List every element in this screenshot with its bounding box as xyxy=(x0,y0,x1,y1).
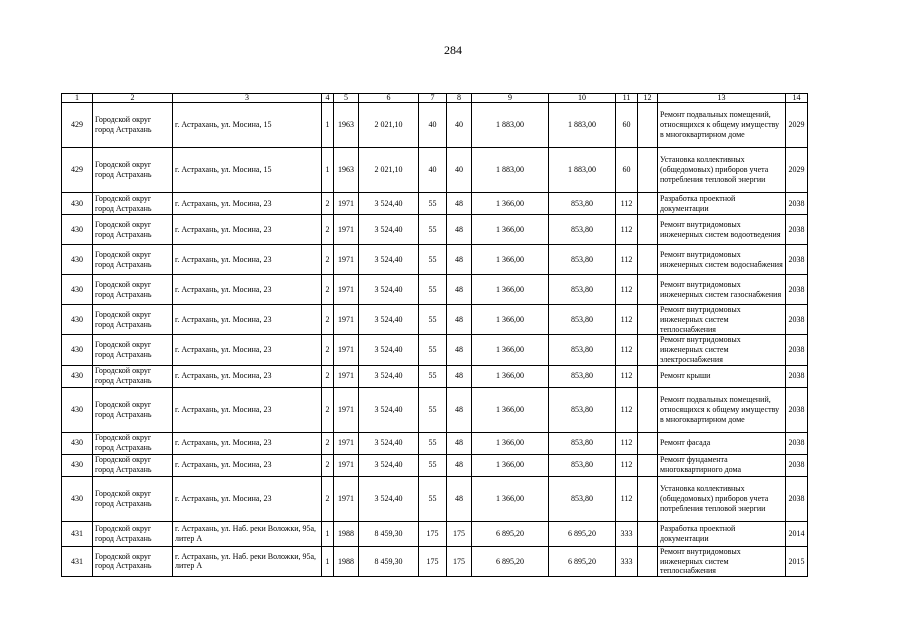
cell-year: 1971 xyxy=(334,454,359,476)
cell-col11: 112 xyxy=(616,432,638,454)
cell-year-planned: 2038 xyxy=(786,387,808,432)
cell-category: 2 xyxy=(322,432,334,454)
cell-work-type: Ремонт подвальных помещений, относящихся к общему имуществу в многоквартирном доме xyxy=(658,387,786,432)
cell-address: г. Астрахань, ул. Мосина, 23 xyxy=(173,432,322,454)
cell-col8: 48 xyxy=(447,476,472,521)
cell-col9: 1 883,00 xyxy=(472,148,549,193)
cell-total-area: 3 524,40 xyxy=(359,215,419,245)
cell-col8: 48 xyxy=(447,387,472,432)
cell-col12 xyxy=(638,335,658,365)
cell-total-area: 3 524,40 xyxy=(359,193,419,215)
header-cell: 4 xyxy=(322,94,334,103)
table-row xyxy=(62,103,808,148)
cell-col9: 1 883,00 xyxy=(472,103,549,148)
cell-year: 1971 xyxy=(334,305,359,335)
cell-col9: 1 366,00 xyxy=(472,275,549,305)
cell-col11: 60 xyxy=(616,103,638,148)
cell-category: 2 xyxy=(322,454,334,476)
cell-col7: 55 xyxy=(419,305,447,335)
cell-col11: 112 xyxy=(616,275,638,305)
cell-number: 429 xyxy=(62,148,93,193)
cell-municipality: Городской округ город Астрахань xyxy=(93,245,173,275)
cell-col9: 1 366,00 xyxy=(472,454,549,476)
cell-work-type: Разработка проектной документации xyxy=(658,193,786,215)
cell-col7: 55 xyxy=(419,476,447,521)
header-cell: 11 xyxy=(616,94,638,103)
cell-year-planned: 2038 xyxy=(786,476,808,521)
cell-year: 1971 xyxy=(334,193,359,215)
cell-col12 xyxy=(638,546,658,576)
cell-category: 2 xyxy=(322,275,334,305)
cell-year-planned: 2038 xyxy=(786,275,808,305)
cell-col7: 55 xyxy=(419,215,447,245)
cell-address: г. Астрахань, ул. Наб. реки Воложки, 95а, литер А xyxy=(173,521,322,546)
cell-col9: 1 366,00 xyxy=(472,215,549,245)
cell-municipality: Городской округ город Астрахань xyxy=(93,148,173,193)
cell-municipality: Городской округ город Астрахань xyxy=(93,521,173,546)
cell-col7: 55 xyxy=(419,432,447,454)
cell-total-area: 8 459,30 xyxy=(359,521,419,546)
cell-year-planned: 2014 xyxy=(786,521,808,546)
cell-address: г. Астрахань, ул. Мосина, 23 xyxy=(173,275,322,305)
cell-number: 431 xyxy=(62,546,93,576)
cell-col11: 112 xyxy=(616,335,638,365)
cell-year-planned: 2038 xyxy=(786,335,808,365)
table-row xyxy=(62,275,808,305)
cell-col11: 112 xyxy=(616,215,638,245)
cell-number: 430 xyxy=(62,215,93,245)
cell-col10: 853,80 xyxy=(549,215,616,245)
header-cell: 10 xyxy=(549,94,616,103)
cell-year: 1971 xyxy=(334,215,359,245)
cell-col7: 55 xyxy=(419,387,447,432)
cell-col12 xyxy=(638,275,658,305)
cell-col9: 1 366,00 xyxy=(472,387,549,432)
cell-col9: 6 895,20 xyxy=(472,546,549,576)
cell-col10: 6 895,20 xyxy=(549,521,616,546)
cell-col12 xyxy=(638,365,658,387)
page-number: 284 xyxy=(444,43,462,57)
cell-col7: 175 xyxy=(419,521,447,546)
cell-work-type: Разработка проектной документации xyxy=(658,521,786,546)
cell-number: 431 xyxy=(62,521,93,546)
cell-work-type: Ремонт внутридомовых инженерных систем водоотведения xyxy=(658,215,786,245)
cell-col7: 55 xyxy=(419,275,447,305)
table-row xyxy=(62,245,808,275)
cell-address: г. Астрахань, ул. Мосина, 23 xyxy=(173,245,322,275)
cell-col9: 1 366,00 xyxy=(472,476,549,521)
cell-year-planned: 2038 xyxy=(786,245,808,275)
cell-col10: 1 883,00 xyxy=(549,103,616,148)
cell-address: г. Астрахань, ул. Мосина, 23 xyxy=(173,476,322,521)
cell-col11: 112 xyxy=(616,245,638,275)
cell-municipality: Городской округ город Астрахань xyxy=(93,103,173,148)
cell-year-planned: 2029 xyxy=(786,103,808,148)
cell-col7: 55 xyxy=(419,245,447,275)
table-row xyxy=(62,305,808,335)
cell-year: 1963 xyxy=(334,103,359,148)
header-row xyxy=(62,94,808,103)
cell-total-area: 3 524,40 xyxy=(359,476,419,521)
cell-work-type: Установка коллективных (общедомовых) приборов учета потребления тепловой энергии xyxy=(658,476,786,521)
cell-col8: 48 xyxy=(447,454,472,476)
cell-address: г. Астрахань, ул. Мосина, 23 xyxy=(173,305,322,335)
cell-col8: 40 xyxy=(447,148,472,193)
cell-col8: 48 xyxy=(447,305,472,335)
cell-work-type: Ремонт подвальных помещений, относящихся к общему имуществу в многоквартирном доме xyxy=(658,103,786,148)
cell-col10: 853,80 xyxy=(549,476,616,521)
cell-year: 1971 xyxy=(334,476,359,521)
cell-year-planned: 2038 xyxy=(786,193,808,215)
cell-number: 430 xyxy=(62,275,93,305)
cell-year-planned: 2038 xyxy=(786,365,808,387)
cell-year-planned: 2038 xyxy=(786,305,808,335)
cell-col12 xyxy=(638,432,658,454)
cell-col7: 40 xyxy=(419,103,447,148)
cell-col12 xyxy=(638,245,658,275)
cell-year-planned: 2029 xyxy=(786,148,808,193)
cell-col11: 112 xyxy=(616,454,638,476)
cell-work-type: Ремонт внутридомовых инженерных систем водоснабжения xyxy=(658,245,786,275)
table-row xyxy=(62,365,808,387)
cell-year: 1971 xyxy=(334,432,359,454)
header-cell: 14 xyxy=(786,94,808,103)
cell-col8: 48 xyxy=(447,335,472,365)
table-row xyxy=(62,546,808,576)
cell-total-area: 8 459,30 xyxy=(359,546,419,576)
cell-municipality: Городской округ город Астрахань xyxy=(93,275,173,305)
cell-col8: 40 xyxy=(447,103,472,148)
cell-col9: 1 366,00 xyxy=(472,432,549,454)
header-cell: 3 xyxy=(173,94,322,103)
cell-category: 2 xyxy=(322,193,334,215)
cell-col10: 853,80 xyxy=(549,387,616,432)
cell-address: г. Астрахань, ул. Мосина, 23 xyxy=(173,387,322,432)
cell-address: г. Астрахань, ул. Мосина, 23 xyxy=(173,454,322,476)
cell-col7: 175 xyxy=(419,546,447,576)
cell-work-type: Ремонт фундамента многоквартирного дома xyxy=(658,454,786,476)
cell-total-area: 3 524,40 xyxy=(359,245,419,275)
cell-year: 1971 xyxy=(334,335,359,365)
cell-address: г. Астрахань, ул. Мосина, 23 xyxy=(173,335,322,365)
cell-number: 429 xyxy=(62,103,93,148)
cell-total-area: 3 524,40 xyxy=(359,454,419,476)
cell-col8: 48 xyxy=(447,193,472,215)
cell-col10: 853,80 xyxy=(549,245,616,275)
cell-category: 2 xyxy=(322,476,334,521)
cell-municipality: Городской округ город Астрахань xyxy=(93,365,173,387)
cell-category: 2 xyxy=(322,215,334,245)
cell-number: 430 xyxy=(62,305,93,335)
cell-total-area: 3 524,40 xyxy=(359,432,419,454)
cell-col9: 1 366,00 xyxy=(472,305,549,335)
cell-category: 2 xyxy=(322,387,334,432)
table-row xyxy=(62,193,808,215)
header-cell: 1 xyxy=(62,94,93,103)
cell-col10: 853,80 xyxy=(549,432,616,454)
cell-col9: 1 366,00 xyxy=(472,245,549,275)
cell-address: г. Астрахань, ул. Мосина, 23 xyxy=(173,193,322,215)
header-cell: 6 xyxy=(359,94,419,103)
cell-municipality: Городской округ город Астрахань xyxy=(93,387,173,432)
cell-col10: 6 895,20 xyxy=(549,546,616,576)
cell-year: 1971 xyxy=(334,387,359,432)
cell-year-planned: 2038 xyxy=(786,215,808,245)
cell-work-type: Ремонт фасада xyxy=(658,432,786,454)
cell-number: 430 xyxy=(62,476,93,521)
cell-col12 xyxy=(638,476,658,521)
cell-number: 430 xyxy=(62,335,93,365)
cell-work-type: Ремонт внутридомовых инженерных систем теплоснабжения xyxy=(658,546,786,576)
cell-col10: 853,80 xyxy=(549,275,616,305)
cell-municipality: Городской округ город Астрахань xyxy=(93,305,173,335)
cell-total-area: 3 524,40 xyxy=(359,365,419,387)
cell-col7: 40 xyxy=(419,148,447,193)
cell-col11: 112 xyxy=(616,305,638,335)
cell-col10: 853,80 xyxy=(549,454,616,476)
cell-col11: 333 xyxy=(616,546,638,576)
cell-address: г. Астрахань, ул. Мосина, 23 xyxy=(173,215,322,245)
cell-col8: 175 xyxy=(447,546,472,576)
cell-total-area: 2 021,10 xyxy=(359,148,419,193)
table-row xyxy=(62,432,808,454)
header-cell: 7 xyxy=(419,94,447,103)
cell-number: 430 xyxy=(62,454,93,476)
cell-category: 1 xyxy=(322,546,334,576)
header-cell: 13 xyxy=(658,94,786,103)
cell-category: 2 xyxy=(322,305,334,335)
cell-year-planned: 2038 xyxy=(786,432,808,454)
cell-col10: 853,80 xyxy=(549,305,616,335)
table-row xyxy=(62,521,808,546)
cell-total-area: 3 524,40 xyxy=(359,335,419,365)
table-row xyxy=(62,148,808,193)
cell-number: 430 xyxy=(62,365,93,387)
cell-category: 2 xyxy=(322,365,334,387)
cell-col7: 55 xyxy=(419,193,447,215)
cell-total-area: 3 524,40 xyxy=(359,387,419,432)
register-table xyxy=(61,93,808,577)
table-row xyxy=(62,454,808,476)
table-row xyxy=(62,476,808,521)
cell-year: 1971 xyxy=(334,365,359,387)
cell-work-type: Ремонт внутридомовых инженерных систем электроснабжения xyxy=(658,335,786,365)
table-row xyxy=(62,215,808,245)
cell-work-type: Ремонт внутридомовых инженерных систем газоснабжения xyxy=(658,275,786,305)
cell-year: 1988 xyxy=(334,546,359,576)
cell-municipality: Городской округ город Астрахань xyxy=(93,432,173,454)
cell-col8: 48 xyxy=(447,245,472,275)
cell-col8: 48 xyxy=(447,215,472,245)
cell-col7: 55 xyxy=(419,454,447,476)
cell-col11: 112 xyxy=(616,387,638,432)
cell-work-type: Установка коллективных (общедомовых) приборов учета потребления тепловой энергии xyxy=(658,148,786,193)
cell-municipality: Городской округ город Астрахань xyxy=(93,193,173,215)
cell-col9: 6 895,20 xyxy=(472,521,549,546)
cell-number: 430 xyxy=(62,432,93,454)
cell-address: г. Астрахань, ул. Мосина, 15 xyxy=(173,148,322,193)
cell-col10: 1 883,00 xyxy=(549,148,616,193)
cell-year: 1963 xyxy=(334,148,359,193)
cell-col9: 1 366,00 xyxy=(472,193,549,215)
cell-col12 xyxy=(638,103,658,148)
cell-col12 xyxy=(638,521,658,546)
table-body xyxy=(62,94,808,577)
cell-col11: 112 xyxy=(616,193,638,215)
cell-work-type: Ремонт внутридомовых инженерных систем теплоснабжения xyxy=(658,305,786,335)
cell-col8: 48 xyxy=(447,275,472,305)
cell-col12 xyxy=(638,387,658,432)
header-cell: 5 xyxy=(334,94,359,103)
cell-work-type: Ремонт крыши xyxy=(658,365,786,387)
cell-year: 1988 xyxy=(334,521,359,546)
cell-col9: 1 366,00 xyxy=(472,335,549,365)
cell-address: г. Астрахань, ул. Мосина, 15 xyxy=(173,103,322,148)
cell-col12 xyxy=(638,454,658,476)
cell-year-planned: 2038 xyxy=(786,454,808,476)
cell-number: 430 xyxy=(62,387,93,432)
cell-category: 1 xyxy=(322,148,334,193)
cell-col11: 333 xyxy=(616,521,638,546)
cell-year-planned: 2015 xyxy=(786,546,808,576)
cell-col12 xyxy=(638,215,658,245)
cell-municipality: Городской округ город Астрахань xyxy=(93,335,173,365)
cell-col8: 48 xyxy=(447,432,472,454)
cell-number: 430 xyxy=(62,193,93,215)
cell-category: 2 xyxy=(322,335,334,365)
cell-total-area: 2 021,10 xyxy=(359,103,419,148)
cell-col11: 112 xyxy=(616,365,638,387)
cell-category: 2 xyxy=(322,245,334,275)
table-row xyxy=(62,387,808,432)
cell-number: 430 xyxy=(62,245,93,275)
cell-col10: 853,80 xyxy=(549,193,616,215)
cell-col9: 1 366,00 xyxy=(472,365,549,387)
cell-col8: 175 xyxy=(447,521,472,546)
cell-col8: 48 xyxy=(447,365,472,387)
cell-col12 xyxy=(638,193,658,215)
cell-col12 xyxy=(638,305,658,335)
cell-year: 1971 xyxy=(334,275,359,305)
cell-year: 1971 xyxy=(334,245,359,275)
cell-municipality: Городской округ город Астрахань xyxy=(93,546,173,576)
cell-col7: 55 xyxy=(419,365,447,387)
cell-col11: 60 xyxy=(616,148,638,193)
cell-category: 1 xyxy=(322,103,334,148)
cell-total-area: 3 524,40 xyxy=(359,275,419,305)
cell-address: г. Астрахань, ул. Мосина, 23 xyxy=(173,365,322,387)
cell-municipality: Городской округ город Астрахань xyxy=(93,454,173,476)
cell-category: 1 xyxy=(322,521,334,546)
header-cell: 9 xyxy=(472,94,549,103)
cell-col11: 112 xyxy=(616,476,638,521)
cell-col12 xyxy=(638,148,658,193)
cell-address: г. Астрахань, ул. Наб. реки Воложки, 95а, литер А xyxy=(173,546,322,576)
table-row xyxy=(62,335,808,365)
cell-municipality: Городской округ город Астрахань xyxy=(93,476,173,521)
cell-municipality: Городской округ город Астрахань xyxy=(93,215,173,245)
header-cell: 2 xyxy=(93,94,173,103)
cell-col7: 55 xyxy=(419,335,447,365)
header-cell: 12 xyxy=(638,94,658,103)
cell-total-area: 3 524,40 xyxy=(359,305,419,335)
header-cell: 8 xyxy=(447,94,472,103)
cell-col10: 853,80 xyxy=(549,365,616,387)
cell-col10: 853,80 xyxy=(549,335,616,365)
